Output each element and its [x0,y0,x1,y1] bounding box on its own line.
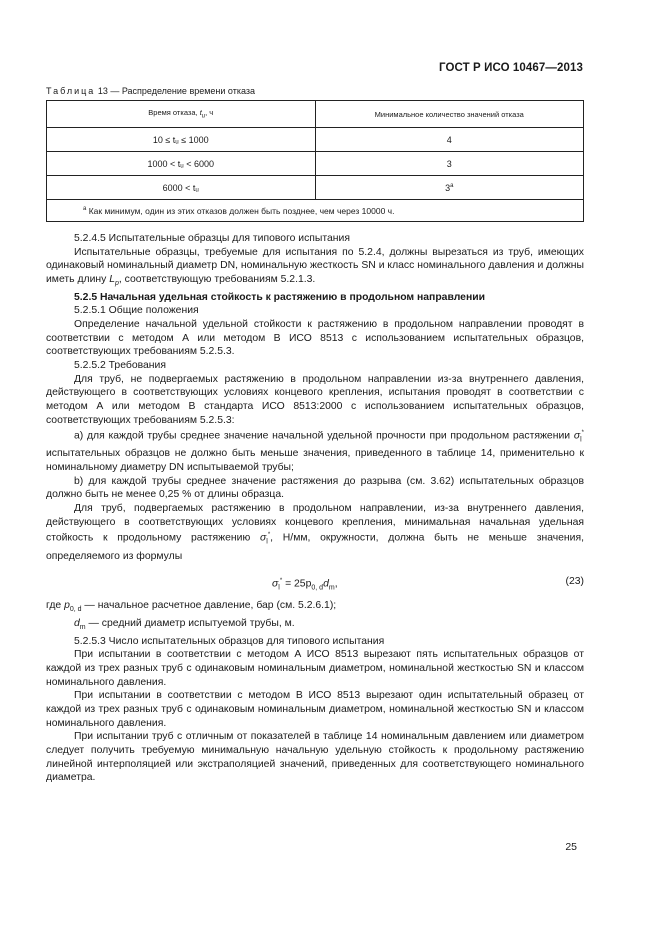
paragraph: Для труб, не подвергаемых растяжению в продольном направлении из-за внутреннего давления, действующего в соответствующих условиях концевого крепления, испытания проводят в соответствии с методом А или методом В стандарта ИСО 8513:2000 с использованием испытательных образцов, соответствующих требованиям 5.2.5.3: [46,373,584,426]
table-header-count: Минимальное количество значений отказа [315,101,584,128]
table-header-time: Время отказа, $t_u$, ч [47,101,316,128]
section-title: 5.2.4.5 Испытательные образцы для типового испытания [74,233,350,244]
table-cell-count: 3 [315,152,584,176]
table-caption-title: 13 — Распределение времени отказа [97,86,256,96]
list-item: b) для каждой трубы среднее значение растяжения до разрыва (см. 3.62) испытательных образцов должно быть не менее 0,25 % от длины образца. [46,475,584,501]
table-cell-count: 3$^a$ [315,176,584,200]
section-title: 5.2.5.3 Число испытательных образцов для типового испытания [74,635,385,647]
section-title: 5.2.5 Начальная удельная стойкость к растяжению в продольном направлении [74,291,486,303]
table-footnote-row [47,200,584,222]
failure-time-table [46,100,584,222]
standard-number: ГОСТ Р ИСО 10467—2013 [438,62,583,74]
table-caption-word: Таблица [46,86,96,96]
table-row [47,152,584,176]
paragraph: При испытании в соответствии с методом А ИСО 8513 вырезают пять испытательных образцов от каждой из трех разных труб с одинаковым номинальным диаметром, номинальной жесткостью SN и классом номинального давления. [46,649,584,688]
table-row [47,128,584,152]
table-caption [46,86,255,96]
paragraph: При испытании труб с отличным от показателей в таблице 14 номинальным давлением или диаметром следует получить требуемую минимальную начальную удельную стойкость к продольному растяжению линейной интерполяцией или экстраполяцией значений, приведенных для соответствующего номинального диаметра. [46,731,584,784]
formula-number: (23) [565,576,584,588]
formula-expression: $\sigma_l^* = 25p_{0, d}d_m$, [272,578,338,592]
section-title: 5.2.5.1 Общие положения [74,305,199,317]
paragraph: Определение начальной удельной стойкости к растяжению в продольном направлении проводят в соответствии с методом А или методом В ИСО 8513 с использованием испытательных образцов, соответствующих требованиям 5.2.5.3. [46,319,584,358]
paragraph: Для труб, подвергаемых растяжению в продольном направлении, из-за внутреннего давления, действующего в соответствующих условиях концевого крепления, минимальная начальная удельная стойкость к продольному растяжению $\sigma_l^*$, Н/мм, окружности, должна быть не меньше значения, определяемого из формулы [46,503,584,562]
section-title: 5.2.5.2 Требования [74,359,166,371]
table-row [47,176,584,200]
formula-23 [46,571,584,593]
definition: $d_m$ — средний диаметр испытуемой трубы, м. [74,618,295,632]
table-footnote: $^a$ Как минимум, один из этих отказов должен быть позднее, чем через 10000 ч. [47,200,584,222]
list-item: а) для каждой трубы среднее значение начальной удельной прочности при продольном растяжении $\sigma_l^*$ испытательных образцов не должно быть меньше значения, приведенного в таблице 14, применительно к номинальному диаметру DN испытываемой трубы; [46,430,584,474]
definition: где $p_{0, d}$ — начальное расчетное давление, бар (см. 5.2.6.1); [46,600,337,614]
table-cell-range: 6000 < tᵤ [47,176,316,200]
paragraph: Испытательные образцы, требуемые для испытания по 5.2.4, должны вырезаться из труб, имеющих одинаковый номинальный диаметр DN, номинальную жесткость SN и класс номинального давления и должны иметь длину $L_p$, соответствующую требованиям 5.2.1.3. [46,246,584,288]
table-cell-range: 1000 < tᵤ < 6000 [47,152,316,176]
paragraph: При испытании в соответствии с методом В ИСО 8513 вырезают один испытательный образец от каждой из трех разных труб с одинаковым номинальным диаметром, номинальной жесткостью SN и классом номинального давления. [46,690,584,729]
page-number: 25 [565,841,577,853]
table-cell-range: 10 ≤ tᵤ ≤ 1000 [47,128,316,152]
table-cell-count: 4 [315,128,584,152]
table-header-row [47,101,584,128]
body-text [46,232,584,785]
